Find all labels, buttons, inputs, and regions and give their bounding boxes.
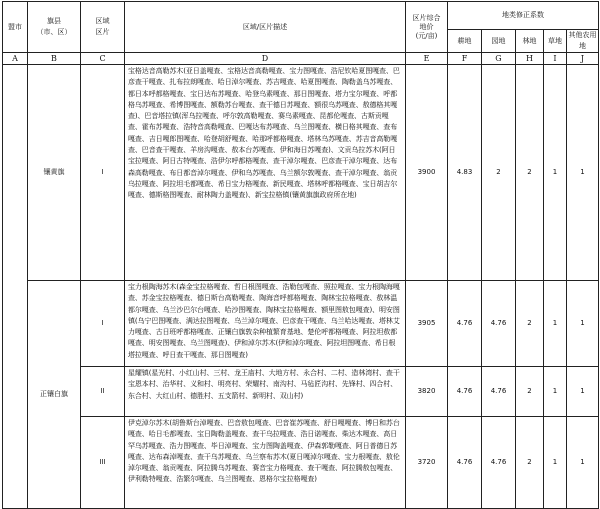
table-row: [3, 65, 599, 281]
header-coef-garden: 园地: [482, 30, 516, 53]
coef-cultivated: 4.76: [448, 367, 482, 417]
header-coef-other: 其他农用地: [567, 30, 599, 53]
header-coef-grass: 草地: [544, 30, 567, 53]
coef-forest: 2: [516, 417, 544, 509]
zone-cell: I: [81, 65, 125, 281]
zone-description: 宝格达音高勒苏木(亚日盖嘎查、宝格达音高勒嘎查、宝力图嘎查、浩尼钦哈夏图嘎查、巴彦查干嘎查、扎布拉朗嘎查、哈日淖尔嘎查、苏吉嘎查、哈夏图嘎查、陶勒盖乌苏嘎查、都日本呼都格嘎查、宝日达布苏嘎查、哈登乌素嘎查、那日图嘎查、塔力宝尔嘎查、呼都格乌苏嘎查、希博图嘎查、额勒苏台嘎查、查干德日苏嘎查、额很乌苏嘎查、敖德格其嘎查)、巴音塔拉镇(浑乌拉嘎查、呼尔敦高勒嘎查、赛乌素嘎查、昆都伦嘎查、古斯贡嘎查、霍布苏嘎查、浩特音高勒嘎查、巴嘎达布苏嘎查、乌兰图嘎查、横日格其嘎查、查布嘎查、吉日嘎郎图嘎查、哈登胡舒嘎查、哈那呼都格嘎查、塔林乌苏嘎查、苏吉音高勒嘎查、巴音查干嘎查、羊房沟嘎查、敖本台苏嘎查、伊和海日苏嘎查)、文贡乌拉苏木(阿日宝拉嘎查、阿日古特嘎查、浩伊尔呼都格嘎查、查干淖尔嘎查、巴彦查干淖尔嘎查、达布森高勒嘎查、布日都音淖尔嘎查、伊和乌苏嘎查、乌兰额尔敦嘎查、查干淖尔嘎查、翁贡乌拉嘎查、阿拉坦毛都嘎查、希日宝力格嘎查、新民嘎查、塔林呼都格嘎查、宝日胡吉尔嘎查、德斯格图嘎查、耐林陶力盖嘎查)、新宝拉格镇(镶黄旗旗政府所在地): [125, 65, 406, 281]
county-cell: 正镶白旗: [28, 281, 81, 509]
coef-cultivated: 4.76: [448, 417, 482, 509]
column-letter: A: [3, 53, 28, 65]
coef-garden: 4.76: [482, 417, 516, 509]
column-letter: D: [125, 53, 406, 65]
coef-other: 1: [567, 281, 599, 367]
header-price: 区片综合 地价 (元/亩): [406, 2, 448, 53]
zone-description: 伊克淖尔苏木(胡鲁斯台淖嘎查、巴音敖包嘎查、巴音崔苏嘎查、舒日嘎嘎查、博日和苏台嘎查、哈日毛都嘎查、宝日陶勒盖嘎查、查干乌拉嘎查、浩日诺嘎查、柴达木嘎查、高日罕乌苏嘎查、浩力图嘎查、毕日淖嘎查、宝力图陶盖嘎查、伊森郭勒嘎查、阿日普德日苏嘎查、达布森淖嘎查、查干乌苏嘎查、乌兰察布苏木(夏日嘎淖尔嘎查、宝力根嘎查、敖伦淖尔嘎查、翁贡嘎查、阿拉腾乌苏嘎查、赛音宝力格嘎查、查干嘎查、阿拉腾敖包嘎查、伊利勒特嘎查、浩繁尔嘎查、乌兰图嘎查、恩格尔宝拉格嘎查): [125, 417, 406, 509]
price-cell: 3820: [406, 367, 448, 417]
coef-garden: 2: [482, 65, 516, 281]
header-county: 旗县 （市、区）: [28, 2, 81, 53]
header-coef-group: 地类修正系数: [448, 2, 599, 30]
price-cell: 3900: [406, 65, 448, 281]
header-coef-cultivated: 耕地: [448, 30, 482, 53]
league-cell: [3, 65, 28, 509]
coef-garden: 4.76: [482, 367, 516, 417]
column-letter: B: [28, 53, 81, 65]
coef-grass: 1: [544, 281, 567, 367]
zone-cell: II: [81, 367, 125, 417]
column-letter: J: [567, 53, 599, 65]
coef-other: 1: [567, 65, 599, 281]
header-league: 盟市: [3, 2, 28, 53]
header-description: 区域/区片描述: [125, 2, 406, 53]
land-price-table: [2, 1, 599, 509]
zone-cell: I: [81, 281, 125, 367]
coef-grass: 1: [544, 417, 567, 509]
coef-cultivated: 4.76: [448, 281, 482, 367]
price-cell: 3720: [406, 417, 448, 509]
table-row: [3, 417, 599, 509]
zone-description: 星耀镇(星光村、小红山村、三村、龙王庙村、大地方村、永合村、二村、造林湾村、查干宝恩本村、治华村、义和村、明亮村、荣耀村、南沟村、马毡匠沟村、先锋村、四合村、东合村、大红山村、德胜村、五支箭村、新明村、双山村): [125, 367, 406, 417]
column-letter: C: [81, 53, 125, 65]
header-zone: 区域 区片: [81, 2, 125, 53]
column-letter: F: [448, 53, 482, 65]
table-row: [3, 367, 599, 417]
coef-forest: 2: [516, 367, 544, 417]
coef-forest: 2: [516, 65, 544, 281]
column-letter: E: [406, 53, 448, 65]
zone-cell: III: [81, 417, 125, 509]
price-cell: 3905: [406, 281, 448, 367]
table-row: [3, 281, 599, 367]
coef-other: 1: [567, 367, 599, 417]
column-letter: I: [544, 53, 567, 65]
coef-grass: 1: [544, 367, 567, 417]
column-letter: G: [482, 53, 516, 65]
zone-description: 宝力根陶海苏木(森金宝拉格嘎查、哲日根图嘎查、浩勒包嘎查、照拉嘎查、宝力根陶海嘎查、苏金宝拉格嘎查、德日斯台高勒嘎查、陶海音呼都格嘎查、陶林宝拉格嘎查、敖林温都尔嘎查、乌兰沙巴尔台嘎查、哈沙图嘎查、陶林宝拉格嘎查、额里图敖包嘎查)、明安图镇(乌宁巴图嘎查、满达拉图嘎查、乌兰淖尔嘎查、巴彦查干嘎查、乌兰哈达嘎查、塔林艾力嘎查、古日班呼都格嘎查、正镶白旗敦杂种植繁育基地、楚伦呼都格嘎查、阿拉坦敖都嘎查、明安图嘎查、乌兰图嘎查)、伊和淖尔苏木(伊和淖尔嘎查、阿拉坦图嘎查、希日根塔拉嘎查、呼日查干嘎查、那日图嘎查): [125, 281, 406, 367]
coef-garden: 4.76: [482, 281, 516, 367]
coef-forest: 2: [516, 281, 544, 367]
county-cell: 镶黄旗: [28, 65, 81, 281]
coef-other: 1: [567, 417, 599, 509]
column-letter: H: [516, 53, 544, 65]
coef-cultivated: 4.83: [448, 65, 482, 281]
coef-grass: 1: [544, 65, 567, 281]
header-coef-forest: 林地: [516, 30, 544, 53]
